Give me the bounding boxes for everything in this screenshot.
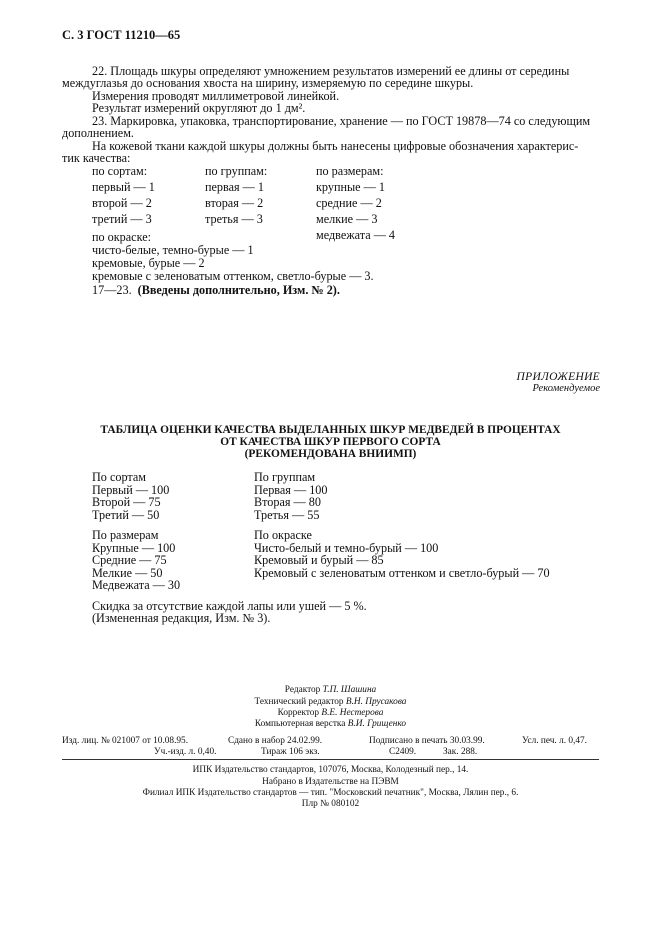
appendix-by-size bbox=[92, 529, 180, 592]
imprint-submitted: Сдано в набор 24.02.99. bbox=[228, 736, 323, 746]
credit-line bbox=[0, 718, 661, 730]
section-23-line-1: 23. Маркировка, упаковка, транспортирование, хранение — по ГОСТ 19878—74 со следующим bbox=[92, 114, 591, 128]
marking-sizes bbox=[316, 164, 395, 243]
imprint-order: Зак. 288. bbox=[443, 747, 478, 757]
marking-colour-item: кремовые, бурые — 2 bbox=[92, 256, 205, 270]
appendix-sublabel: Рекомендуемое bbox=[532, 383, 600, 394]
imprint-signed: Подписано в печать 30.03.99. bbox=[369, 736, 485, 746]
appendix-title-line: (РЕКОМЕНДОВАНА ВНИИМП) bbox=[244, 448, 417, 460]
section-23-line-4: тик качества: bbox=[62, 151, 131, 165]
credit-name: В.Е. Нестерова bbox=[321, 708, 384, 718]
marking-groups bbox=[205, 164, 267, 227]
marking-group-item: вторая — 2 bbox=[205, 196, 264, 210]
credit-role: Компьютерная верстка bbox=[254, 719, 346, 729]
by-sort-item: Второй — 75 bbox=[92, 495, 161, 509]
appendix-edition: (Измененная редакция, Изм. № 3). bbox=[92, 611, 271, 625]
imprint-print-sheets: Усл. печ. л. 0,47. bbox=[522, 736, 587, 746]
appendix-title-line: ОТ КАЧЕСТВА ШКУР ПЕРВОГО СОРТА bbox=[220, 436, 441, 448]
marking-size-item: средние — 2 bbox=[316, 196, 382, 210]
section-22-line-1: 22. Площадь шкуры определяют умножением результатов измерений ее длины от середины bbox=[92, 64, 570, 78]
credit-role: Технический редактор bbox=[254, 697, 344, 707]
by-colour-item: Кремовый и бурый — 85 bbox=[254, 553, 384, 567]
marking-sizes-heading: по размерам: bbox=[316, 164, 384, 178]
marking-sort-item: первый — 1 bbox=[92, 180, 155, 194]
section-23-line-2: дополнением. bbox=[62, 126, 134, 140]
imprint-pub-sheets: Уч.-изд. л. 0,40. bbox=[154, 747, 217, 757]
credit-name: В.И. Грищенко bbox=[347, 719, 407, 729]
by-colour-heading: По окраске bbox=[254, 528, 312, 542]
by-size-item: Медвежата — 30 bbox=[92, 578, 181, 592]
section-22-line-4: Результат измерений округляют до 1 дм². bbox=[92, 101, 306, 115]
imprint-run: Тираж 106 экз. bbox=[261, 747, 320, 757]
by-colour-item: Чисто-белый и темно-бурый — 100 bbox=[254, 540, 439, 555]
marking-size-item: медвежата — 4 bbox=[316, 228, 396, 242]
by-group-item: Третья — 55 bbox=[254, 507, 320, 522]
amendment-note bbox=[92, 283, 340, 298]
appendix-by-sort bbox=[92, 471, 169, 521]
by-sort-heading: По сортам bbox=[92, 470, 146, 484]
section-23-line-3: На кожевой ткани каждой шкуры должны быть нанесены цифровые обозначения характерис- bbox=[92, 139, 579, 153]
appendix-title-line: ТАБЛИЦА ОЦЕНКИ КАЧЕСТВА ВЫДЕЛАННЫХ ШКУР МЕДВЕДЕЙ В ПРОЦЕНТАХ bbox=[100, 424, 561, 436]
marking-group-item: первая — 1 bbox=[205, 180, 265, 194]
amendment-range: 17—23. bbox=[92, 283, 132, 297]
section-22-line-2: междуглазья до основания хвоста на ширину, измеряемую по середине шкуры. bbox=[62, 76, 474, 90]
by-group-item: Вторая — 80 bbox=[254, 495, 321, 509]
marking-colour-item: кремовые с зеленоватым оттенком, светло-бурые — 3. bbox=[92, 269, 374, 283]
appendix-discount: Скидка за отсутствие каждой лапы или ушей — 5 %. bbox=[92, 599, 367, 613]
appendix-by-colour bbox=[254, 529, 550, 579]
amendment-text: (Введены дополнительно, Изм. № 2). bbox=[137, 283, 340, 297]
marking-sorts bbox=[92, 164, 155, 227]
appendix-by-group bbox=[254, 471, 327, 521]
imprint-license: Изд. лиц. № 021007 от 10.08.95. bbox=[62, 736, 189, 746]
by-colour-item: Кремовый с зеленоватым оттенком и светло-бурый — 70 bbox=[254, 565, 550, 580]
by-size-item: Крупные — 100 bbox=[92, 540, 176, 555]
by-group-heading: По группам bbox=[254, 470, 316, 484]
marking-colour-heading: по окраске: bbox=[92, 230, 152, 244]
credit-line bbox=[0, 684, 661, 696]
by-group-item: Первая — 100 bbox=[254, 482, 328, 497]
by-sort-item: Третий — 50 bbox=[92, 507, 160, 522]
by-sort-item: Первый — 100 bbox=[92, 482, 170, 497]
publisher-line: Плр № 080102 bbox=[301, 799, 360, 809]
marking-size-item: крупные — 1 bbox=[316, 180, 385, 194]
credit-name: Т.П. Шашина bbox=[322, 685, 377, 695]
appendix-label: ПРИЛОЖЕНИЕ bbox=[516, 371, 600, 383]
credit-role: Редактор bbox=[284, 685, 321, 695]
publisher-line: ИПК Издательство стандартов, 107076, Москва, Колодезный пер., 14. bbox=[192, 765, 469, 775]
by-size-item: Мелкие — 50 bbox=[92, 565, 163, 580]
imprint-code: С2409. bbox=[389, 747, 417, 757]
publisher-line: Филиал ИПК Издательство стандартов — тип. "Московский печатник", Москва, Лялин пер., 6. bbox=[142, 788, 519, 798]
by-size-item: Средние — 75 bbox=[92, 553, 167, 567]
page-header: С. 3 ГОСТ 11210—65 bbox=[62, 28, 181, 42]
marking-groups-heading: по группам: bbox=[205, 164, 268, 178]
by-size-heading: По размерам bbox=[92, 528, 159, 542]
publisher-line: Набрано в Издательстве на ПЭВМ bbox=[262, 777, 399, 787]
imprint-divider bbox=[62, 759, 599, 760]
credit-role: Корректор bbox=[277, 708, 320, 718]
credit-name: В.Н. Прусакова bbox=[345, 697, 407, 707]
marking-colour-item: чисто-белые, темно-бурые — 1 bbox=[92, 243, 254, 257]
section-22-line-3: Измерения проводят миллиметровой линейкой. bbox=[92, 89, 340, 103]
marking-group-item: третья — 3 bbox=[205, 212, 263, 226]
marking-sorts-heading: по сортам: bbox=[92, 164, 148, 178]
marking-sort-item: второй — 2 bbox=[92, 196, 152, 210]
marking-size-item: мелкие — 3 bbox=[316, 212, 378, 226]
marking-sort-item: третий — 3 bbox=[92, 212, 152, 226]
